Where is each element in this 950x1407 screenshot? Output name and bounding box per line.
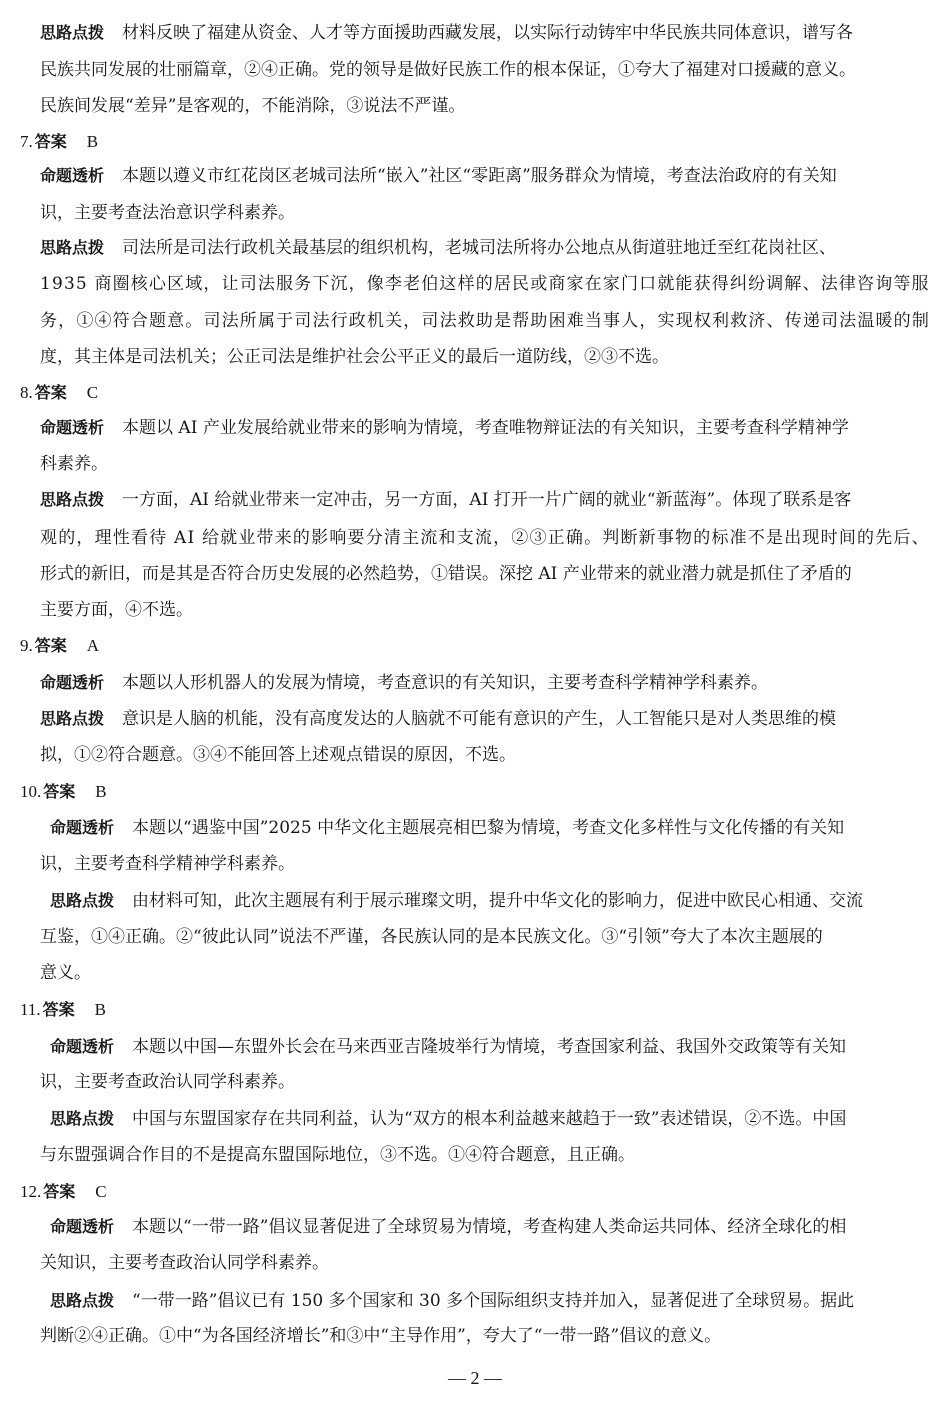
line-text: 中国与东盟国家存在共同利益，认为“双方的根本利益越来越趋于一致”表述错误，②不选。中国 — [132, 1109, 847, 1129]
line-text: 民族共同发展的壮丽篇章，②④正确。党的领导是做好民族工作的根本保证，①夸大了福建对口援藏的意义。 — [40, 60, 856, 80]
paragraph-line — [40, 452, 108, 476]
line-text: 本题以中国—东盟外长会在马来西亚吉隆坡举行为情境，考查国家利益、我国外交政策等有关知 — [132, 1037, 847, 1057]
hint-label: 思路点拨 — [40, 709, 105, 728]
question-number: 7. — [20, 132, 33, 151]
line-text: 1935 商圈核心区域，让司法服务下沉，像李老伯这样的居民或商家在家门口就能获得纠纷调解、法律咨询等服 — [40, 274, 930, 294]
line-text: 本题以人形机器人的发展为情境，考查意识的有关知识，主要考查科学精神学科素养。 — [122, 673, 769, 693]
paragraph-line — [40, 58, 856, 82]
line-text: 由材料可知，此次主题展有利于展示璀璨文明，提升中华文化的影响力，促进中欧民心相通、交流 — [132, 891, 864, 911]
answer-label: 答案 — [34, 383, 67, 402]
answer-line — [20, 381, 98, 405]
hint-label: 思路点拨 — [40, 490, 105, 509]
line-text: 判断②④正确。①中“为各国经济增长”和③中“主导作用”，夸大了“一带一路”倡议的意义。 — [40, 1326, 722, 1346]
paragraph-line — [40, 852, 295, 876]
paragraph-line — [40, 526, 930, 550]
hint-label: 思路点拨 — [50, 1291, 115, 1310]
line-text: 拟，①②符合题意。③④不能回答上述观点错误的原因，不选。 — [40, 745, 516, 765]
line-text: 意识是人脑的机能，没有高度发达的人脑就不可能有意识的产生，人工智能只是对人类思维的模 — [122, 709, 837, 729]
answer-label: 答案 — [43, 1182, 76, 1201]
paragraph-line — [40, 345, 669, 369]
paragraph-line — [40, 598, 193, 622]
answer-line — [20, 780, 107, 804]
question-number: 11. — [20, 1000, 41, 1019]
hint-line — [50, 1107, 846, 1131]
line-text: 科素养。 — [40, 454, 108, 474]
answer-value: B — [86, 132, 99, 151]
line-text: 本题以“一带一路”倡议显著促进了全球贸易为情境，考查构建人类命运共同体、经济全球化的相 — [132, 1217, 847, 1237]
paragraph-line — [40, 272, 930, 296]
line-text: 度，其主体是司法机关；公正司法是维护社会公平正义的最后一道防线，②③不选。 — [40, 347, 669, 367]
line-text: “一带一路”倡议已有 150 多个国家和 30 多个国际组织支持并加入，显著促进了全球贸易。据此 — [132, 1291, 855, 1311]
analysis-line — [40, 164, 837, 188]
hint-line — [50, 1289, 854, 1313]
answer-value: A — [86, 636, 100, 655]
paragraph-line — [40, 201, 295, 225]
line-text: 互鉴，①④正确。②“彼此认同”说法不严谨，各民族认同的是本民族文化。③“引领”夸大了本次主题展的 — [40, 927, 823, 947]
paragraph-line — [40, 309, 930, 333]
analysis-label: 命题透析 — [40, 673, 105, 692]
paragraph-line — [40, 1143, 635, 1167]
analysis-label: 命题透析 — [50, 1217, 115, 1236]
analysis-line — [50, 816, 844, 840]
question-number: 8. — [20, 383, 33, 402]
paragraph-line — [40, 562, 852, 586]
paragraph-line — [40, 1070, 295, 1094]
question-number: 9. — [20, 636, 33, 655]
analysis-label: 命题透析 — [40, 166, 105, 185]
line-text: 观的，理性看待 AI 给就业带来的影响要分清主流和支流，②③正确。判断新事物的标准不是出现时间的先后、 — [40, 528, 930, 548]
paragraph-line — [40, 1324, 721, 1348]
analysis-label: 命题透析 — [40, 418, 105, 437]
line-text: 一方面，AI 给就业带来一定冲击，另一方面，AI 打开一片广阔的就业“新蓝海”。体现了联系是客 — [122, 490, 852, 510]
line-text: 司法所是司法行政机关最基层的组织机构，老城司法所将办公地点从街道驻地迁至红花岗社区、 — [122, 238, 837, 258]
analysis-line — [50, 1035, 846, 1059]
paragraph-line — [40, 743, 516, 767]
hint-label: 思路点拨 — [50, 891, 115, 910]
paragraph-line — [40, 925, 823, 949]
line-text: 务，①④符合题意。司法所属于司法行政机关，司法救助是帮助困难当事人，实现权利救济、传递司法温暖的制 — [40, 311, 930, 331]
hint-line — [50, 889, 863, 913]
line-text: 形式的新旧，而是其是否符合历史发展的必然趋势，①错误。深挖 AI 产业带来的就业潜力就是抓住了矛盾的 — [40, 564, 852, 584]
paragraph-line — [40, 94, 465, 118]
hint-label: 思路点拨 — [50, 1109, 115, 1128]
answer-line — [20, 1180, 107, 1204]
answer-label: 答案 — [42, 1000, 75, 1019]
hint-line — [40, 21, 853, 45]
analysis-line — [40, 416, 849, 440]
line-text: 本题以“遇鉴中国”2025 中华文化主题展亮相巴黎为情境，考查文化多样性与文化传播的有关知 — [132, 818, 845, 838]
answer-value: C — [86, 383, 99, 402]
line-text: 识，主要考查法治意识学科素养。 — [40, 203, 295, 223]
answer-label: 答案 — [34, 636, 67, 655]
hint-line — [40, 236, 836, 260]
answer-label: 答案 — [34, 132, 67, 151]
answer-value: B — [94, 1000, 106, 1019]
question-number: 10. — [20, 782, 42, 801]
line-text: 识，主要考查政治认同学科素养。 — [40, 1072, 295, 1092]
line-text: 关知识，主要考查政治认同学科素养。 — [40, 1253, 329, 1273]
answer-label: 答案 — [43, 782, 76, 801]
analysis-label: 命题透析 — [50, 818, 115, 837]
analysis-label: 命题透析 — [50, 1037, 115, 1056]
page-number: — 2 — — [448, 1368, 502, 1388]
line-text: 本题以遵义市红花岗区老城司法所“嵌入”社区“零距离”服务群众为情境，考查法治政府的有关知 — [122, 166, 837, 186]
hint-line — [40, 707, 836, 731]
analysis-line — [50, 1215, 846, 1239]
line-text: 民族间发展“差异”是客观的，不能消除，③说法不严谨。 — [40, 96, 466, 116]
line-text: 主要方面，④不选。 — [40, 600, 193, 620]
answer-line — [20, 130, 98, 154]
analysis-line — [40, 671, 768, 695]
hint-label: 思路点拨 — [40, 23, 105, 42]
answer-line — [20, 634, 99, 658]
paragraph-line — [40, 1251, 329, 1275]
line-text: 意义。 — [40, 963, 91, 983]
answer-value: C — [95, 1182, 107, 1201]
hint-label: 思路点拨 — [40, 238, 105, 257]
hint-line — [40, 488, 851, 512]
answer-line — [20, 998, 106, 1022]
question-number: 12. — [20, 1182, 42, 1201]
line-text: 本题以 AI 产业发展给就业带来的影响为情境，考查唯物辩证法的有关知识，主要考查科学精神学 — [122, 418, 849, 438]
answer-value: B — [95, 782, 107, 801]
line-text: 识，主要考查科学精神学科素养。 — [40, 854, 295, 874]
line-text: 材料反映了福建从资金、人才等方面援助西藏发展，以实际行动铸牢中华民族共同体意识，谱写各 — [122, 23, 854, 43]
paragraph-line — [40, 961, 91, 985]
line-text: 与东盟强调合作目的不是提高东盟国际地位，③不选。①④符合题意，且正确。 — [40, 1145, 635, 1165]
